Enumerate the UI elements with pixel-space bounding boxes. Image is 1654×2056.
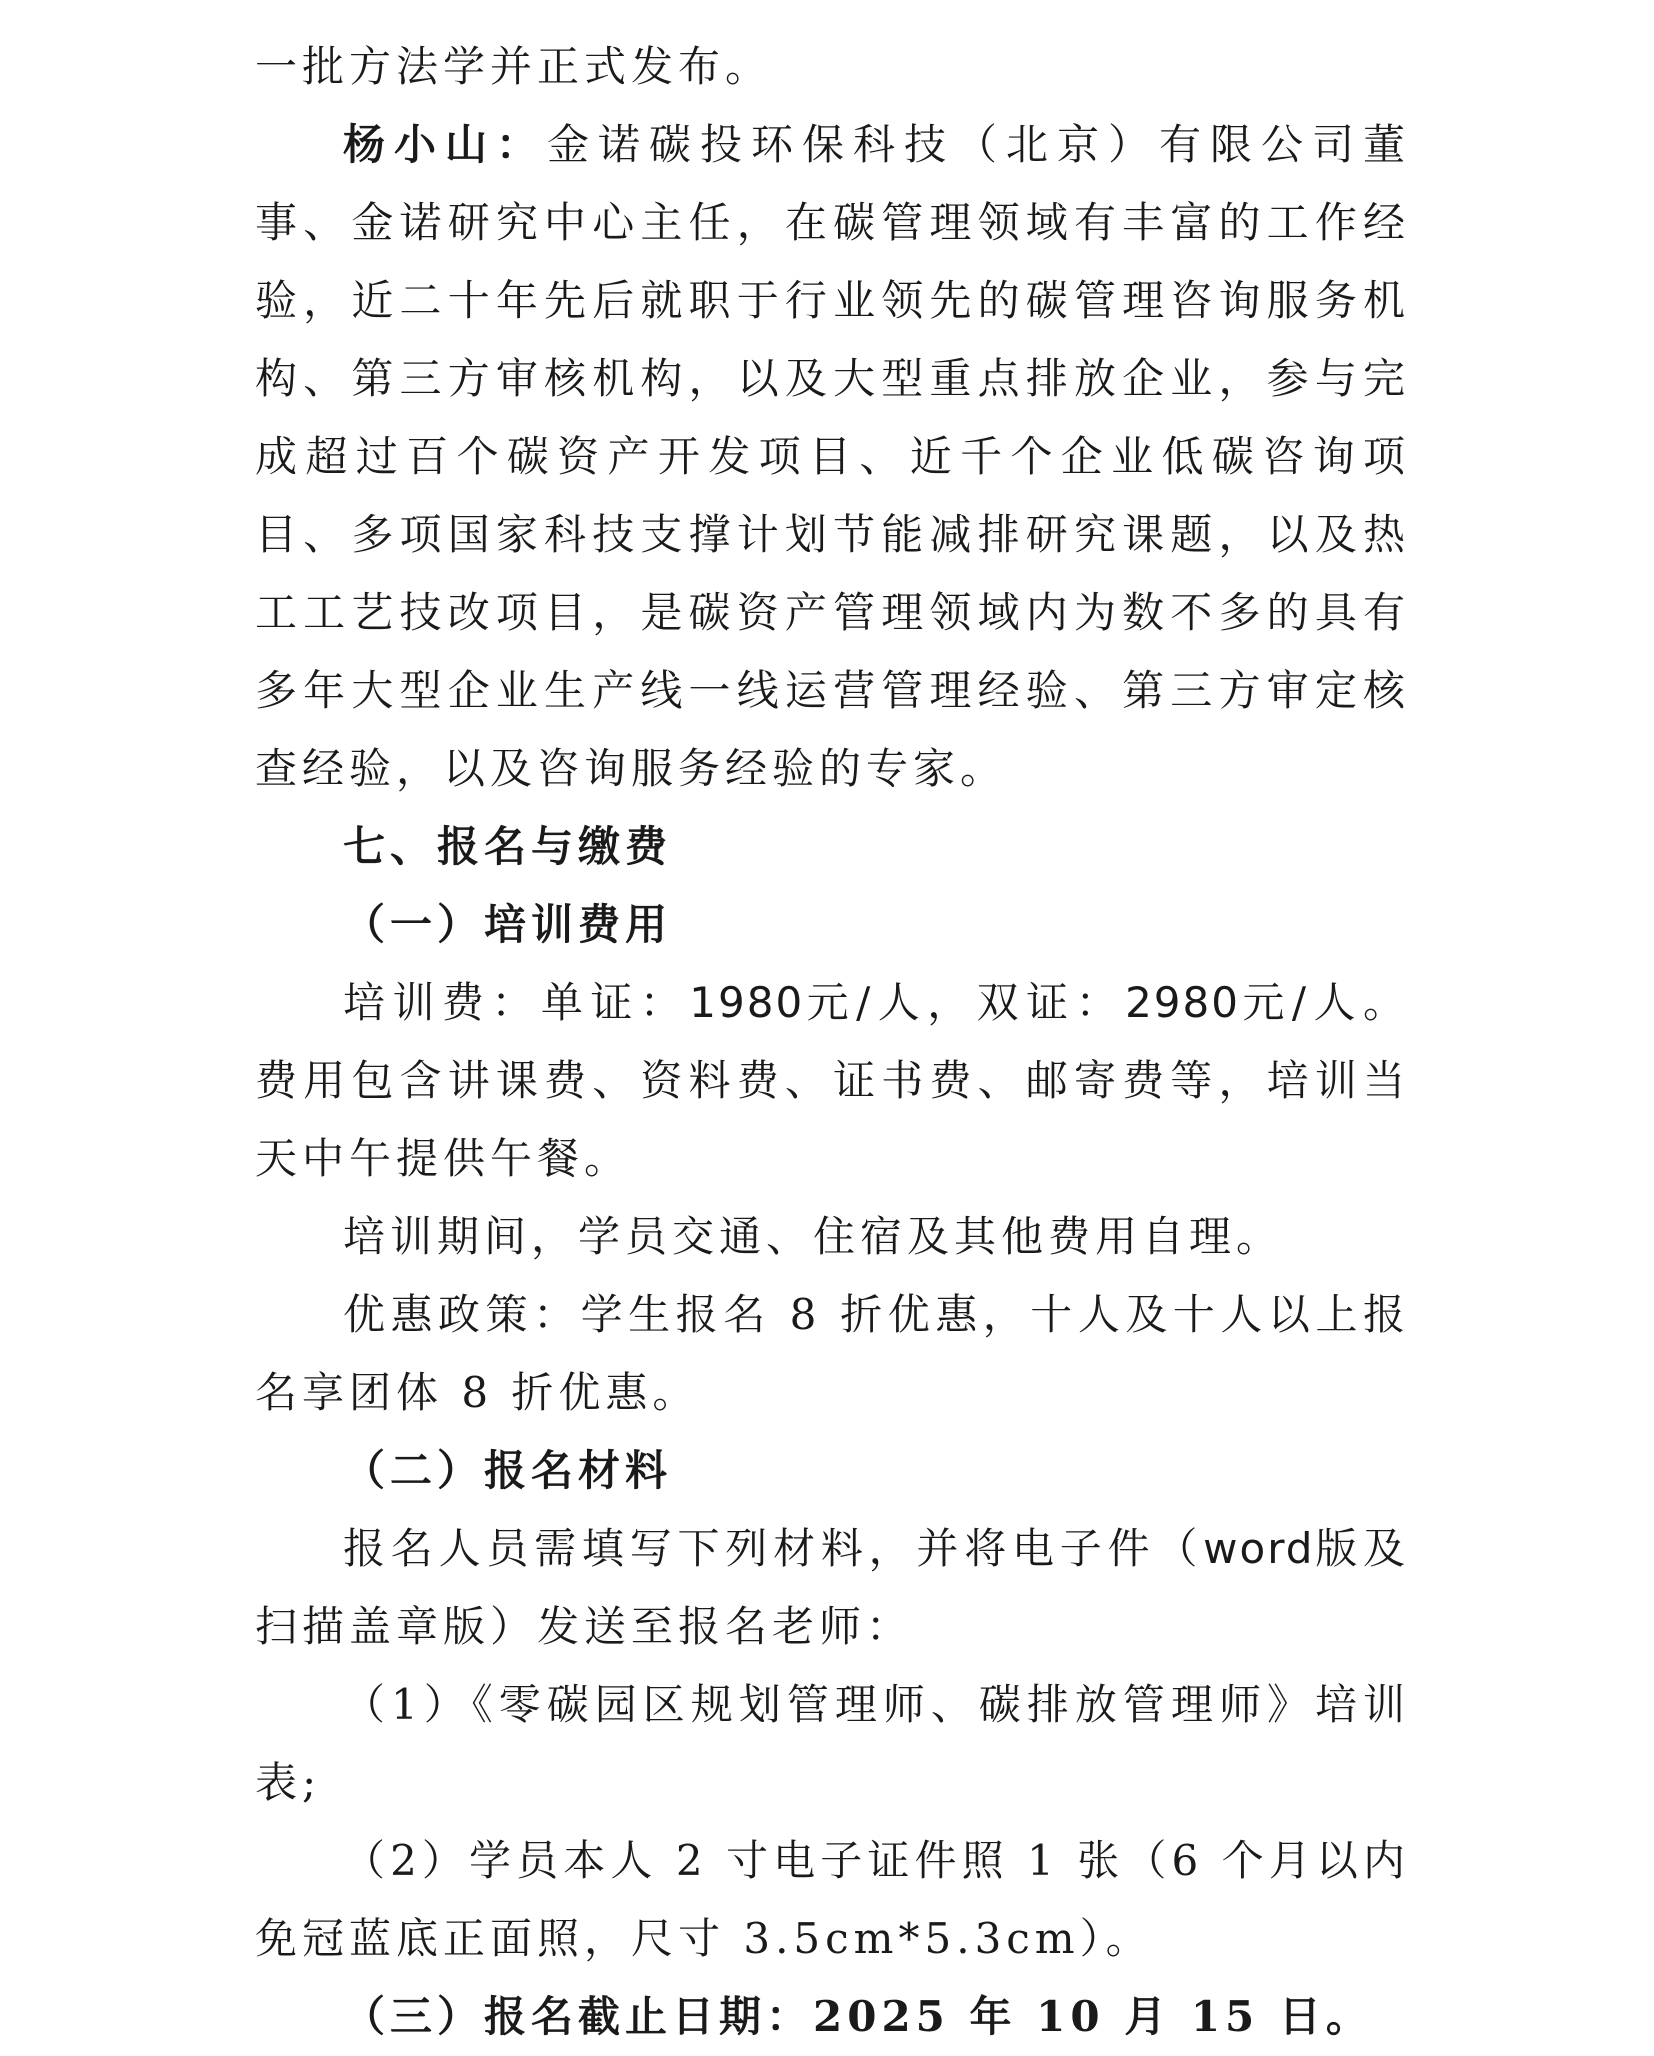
subheading-training-fee: （一）培训费用 [343, 900, 673, 949]
paragraph-fee-note: 培训期间，学员交通、住宿及其他费用自理。 [343, 1212, 1284, 1261]
expert-name: 杨小山： [343, 120, 547, 169]
fee-double-amount: 2980 [1125, 978, 1240, 1027]
materials-text-b: 版及扫描盖章版）发送至报名老师： [255, 1524, 1410, 1651]
paragraph-discount-policy: 优惠政策：学生报名 8 折优惠，十人及十人以上报名享团体 8 折优惠。 [255, 1290, 1410, 1417]
fee-single-amount: 1980 [689, 978, 805, 1027]
document-page [255, 28, 1410, 2056]
list-item-training-form: （1）《零碳园区规划管理师、碳排放管理师》培训表; [255, 1680, 1410, 1807]
section-heading-registration: 七、报名与缴费 [343, 822, 673, 871]
list-item-id-photo: （2）学员本人 2 寸电子证件照 1 张（6 个月以内免冠蓝底正面照，尺寸 3.5cm*5.3cm）。 [255, 1836, 1410, 1963]
paragraph-materials-intro [255, 1510, 1410, 1666]
subheading-registration-materials: （二）报名材料 [343, 1446, 673, 1495]
paragraph-training-fee [255, 964, 1410, 1198]
subheading-registration-deadline: （三）报名截止日期：2025 年 10 月 15 日。 [343, 1992, 1373, 2041]
fee-text-b: 元/人，双证： [804, 978, 1126, 1027]
fee-text-a: 培训费：单证： [343, 978, 690, 1027]
fee-text-c: 元/人。费用包含讲课费、资料费、证书费、邮寄费等，培训当天中午提供午餐。 [255, 978, 1410, 1183]
materials-text-a: 报名人员需填写下列材料，并将电子件（ [343, 1524, 1204, 1573]
expert-bio-text: 金诺碳投环保科技（北京）有限公司董事、金诺研究中心主任，在碳管理领域有丰富的工作经验，近二十年先后就职于行业领先的碳管理咨询服务机构、第三方审核机构，以及大型重点排放企业，参与完成超过百个碳资产开发项目、近千个企业低碳咨询项目、多项国家科技支撑计划节能减排研究课题，以及热工工艺技改项目，是碳资产管理领域内为数不多的具有多年大型企业生产线一线运营管理经验、第三方审定核查经验，以及咨询服务经验的专家。 [255, 120, 1410, 793]
paragraph-method-release: 一批方法学并正式发布。 [255, 42, 773, 91]
paragraph-expert-bio [255, 106, 1410, 808]
materials-word: word [1203, 1524, 1315, 1573]
